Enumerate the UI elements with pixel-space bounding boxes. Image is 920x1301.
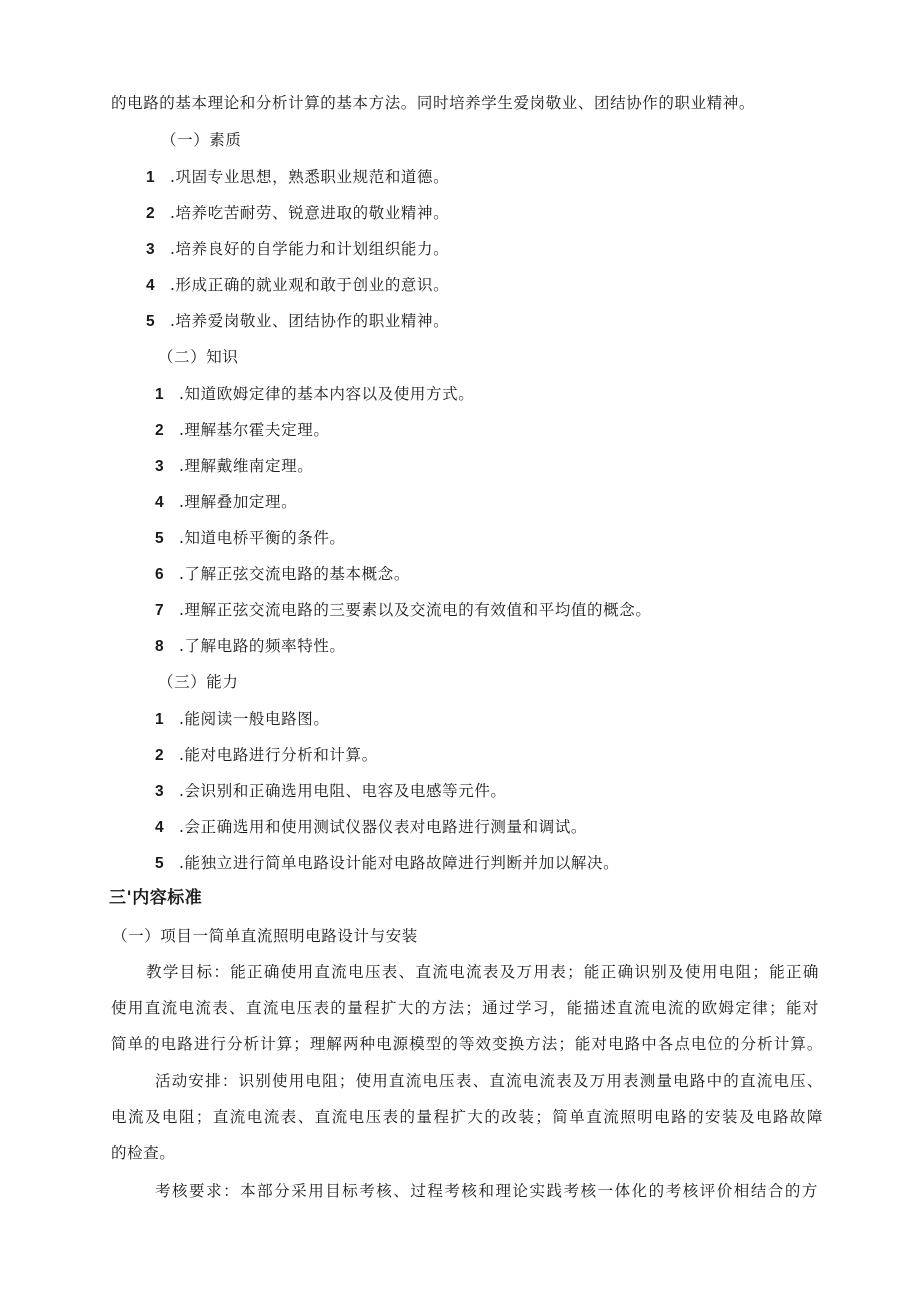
item-text: .形成正确的就业观和敢于创业的意识。: [170, 276, 450, 294]
list-item: [155, 456, 313, 477]
list-item: [146, 275, 449, 296]
item-text: .理解正弦交流电路的三要素以及交流电的有效值和平均值的概念。: [179, 601, 652, 619]
intro-text: 的电路的基本理论和分析计算的基本方法。同时培养学生爱岗敬业、团结协作的职业精神。: [111, 94, 756, 112]
item-number: 3: [155, 458, 165, 475]
item-text: .能对电路进行分析和计算。: [179, 746, 378, 764]
item-text: .会识别和正确选用电阻、电容及电感等元件。: [179, 782, 507, 800]
item-number: 6: [155, 566, 165, 583]
list-item: [155, 420, 329, 441]
assessment-line: 考核要求：本部分采用目标考核、过程考核和理论实践考核一体化的考核评价相结合的方: [155, 1182, 818, 1200]
item-text: .理解基尔霍夫定理。: [179, 421, 330, 439]
list-item: [146, 203, 449, 224]
item-number: 2: [155, 747, 165, 764]
item-number: 3: [146, 241, 156, 258]
item-text: .理解戴维南定理。: [179, 457, 314, 475]
item-number: 3: [155, 783, 165, 800]
item-number: 1: [146, 169, 156, 186]
list-item: [155, 564, 410, 585]
item-text: .能阅读一般电路图。: [179, 710, 330, 728]
knowledge-heading: （二）知识: [158, 348, 239, 366]
list-item: [146, 311, 449, 332]
list-item: [155, 636, 346, 657]
item-number: 2: [155, 422, 165, 439]
item-text: .培养良好的自学能力和计划组织能力。: [170, 240, 450, 258]
item-text: .了解正弦交流电路的基本概念。: [179, 565, 410, 583]
item-number: 5: [146, 313, 156, 330]
activity-line: 的检查。: [111, 1144, 176, 1162]
activity-line: 活动安排：识别使用电阻；使用直流电压表、直流电流表及万用表测量电路中的直流电压、: [155, 1072, 823, 1090]
item-number: 4: [155, 819, 165, 836]
item-text: .会正确选用和使用测试仪器仪表对电路进行测量和调试。: [179, 818, 588, 836]
list-item: [155, 492, 297, 513]
item-number: 4: [146, 277, 156, 294]
list-item: [155, 528, 346, 549]
list-item: [155, 853, 619, 874]
teaching-goal-line: 教学目标：能正确使用直流电压表、直流电流表及万用表；能正确识别及使用电阻；能正确: [146, 963, 819, 981]
item-number: 7: [155, 602, 165, 619]
teaching-goal-line: 使用直流电流表、直流电压表的量程扩大的方法；通过学习，能描述直流电流的欧姆定律；能对: [111, 999, 819, 1017]
item-text: .知道欧姆定律的基本内容以及使用方式。: [179, 385, 475, 403]
item-text: .巩固专业思想，熟悉职业规范和道德。: [170, 168, 450, 186]
item-number: 1: [155, 711, 165, 728]
ability-heading: （三）能力: [158, 673, 239, 691]
item-text: .知道电桥平衡的条件。: [179, 529, 346, 547]
quality-heading: （一）素质: [161, 131, 242, 149]
list-item: [155, 817, 587, 838]
project-heading: （一）项目一简单直流照明电路设计与安装: [112, 927, 418, 945]
item-text: .能独立进行简单电路设计能对电路故障进行判断并加以解决。: [179, 854, 620, 872]
teaching-goal-line: 简单的电路进行分析计算；理解两种电源模型的等效变换方法；能对电路中各点电位的分析计算。: [111, 1035, 823, 1053]
item-text: .培养爱岗敬业、团结协作的职业精神。: [170, 312, 450, 330]
item-number: 8: [155, 638, 165, 655]
activity-line: 电流及电阻；直流电流表、直流电压表的量程扩大的改装；简单直流照明电路的安装及电路故障: [111, 1108, 823, 1126]
item-number: 5: [155, 530, 165, 547]
list-item: [155, 384, 474, 405]
item-number: 2: [146, 205, 156, 222]
list-item: [155, 745, 378, 766]
list-item: [146, 167, 449, 188]
list-item: [155, 709, 329, 730]
item-number: 5: [155, 855, 165, 872]
item-text: .培养吃苦耐劳、锐意进取的敬业精神。: [170, 204, 450, 222]
item-number: 4: [155, 494, 165, 511]
item-number: 1: [155, 386, 165, 403]
item-text: .了解电路的频率特性。: [179, 637, 346, 655]
list-item: [155, 600, 651, 621]
section-title: 三'内容标准: [109, 888, 203, 908]
list-item: [155, 781, 507, 802]
item-text: .理解叠加定理。: [179, 493, 298, 511]
list-item: [146, 239, 449, 260]
